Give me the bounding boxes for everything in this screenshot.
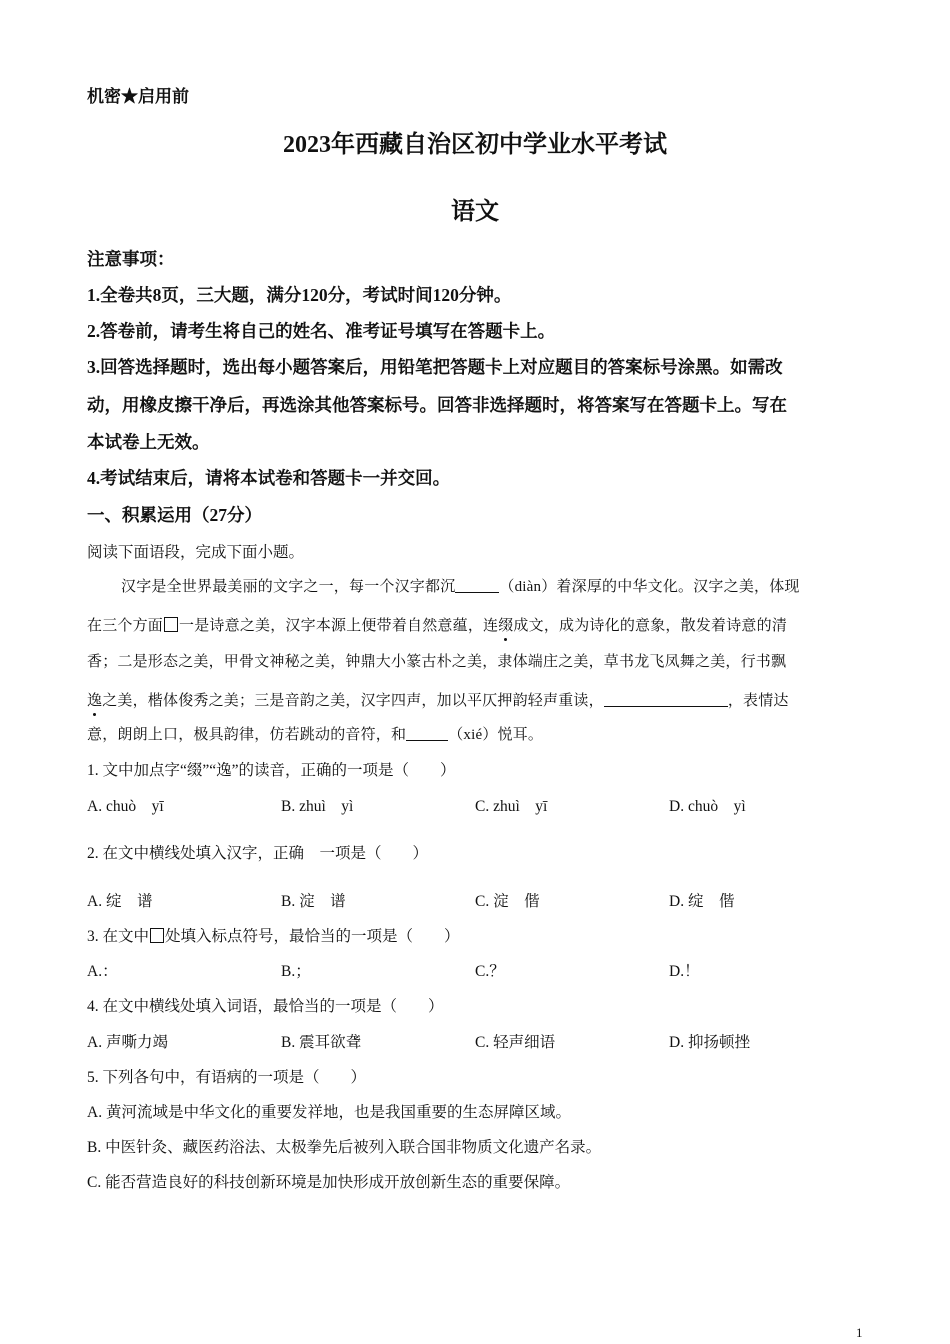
passage-text: 之美，楷体俊秀之美；三是音韵之美，汉字四声，加以平仄押韵轻声重读， [102,693,604,709]
question-5-stem: 5. 下列各句中，有语病的一项是（ ） [87,1069,367,1086]
passage-line-2 [87,614,787,635]
question-4-option-b[interactable]: B. 震耳欲聋 [281,1034,362,1051]
subject-title: 语文 [451,199,499,225]
question-2-option-b[interactable]: B. 淀 谱 [281,893,346,910]
dotted-char-zhui: 缀 [498,618,514,634]
passage-text: （diàn）着深厚的中华文化。汉字之美，体现 [499,579,800,595]
question-1-option-a[interactable]: A. chuò yī [87,798,164,815]
passage-line-3 [87,650,786,671]
question-5-option-c[interactable]: C. 能否营造良好的科技创新环境是加快形成开放创新生态的重要保障。 [87,1174,571,1191]
passage-text: 成文，成为诗化的意象，散发着诗意的清 [513,618,788,634]
note-item-2: 2.答卷前，请考生将自己的姓名、准考证号填写在答题卡上。 [87,321,556,341]
question-2-option-a[interactable]: A. 绽 谱 [87,893,153,910]
exam-title: 2023年西藏自治区初中学业水平考试 [283,132,667,158]
fill-blank-long [604,692,728,707]
question-1-stem: 1. 文中加点字“缀”“逸”的读音，正确的一项是（ ） [87,762,456,779]
passage-text: ，表情达 [727,693,789,709]
note-item-1: 1.全卷共8页，三大题，满分120分，考试时间120分钟。 [87,285,512,305]
question-3-option-b[interactable]: B.； [281,963,311,980]
question-4-stem: 4. 在文中横线处填入词语，最恰当的一项是（ ） [87,998,444,1015]
question-5-option-a[interactable]: A. 黄河流域是中华文化的重要发祥地，也是我国重要的生态屏障区域。 [87,1104,571,1121]
question-4-option-d[interactable]: D. 抑扬顿挫 [669,1034,750,1051]
note-item-3-line-2: 动，用橡皮擦干净后，再选涂其他答案标号。回答非选择题时，将答案写在答题卡上。写在 [87,395,787,415]
question-4-option-a[interactable]: A. 声嘶力竭 [87,1034,168,1051]
confidential-label: 机密★启用前 [87,87,189,106]
passage-text: 香；二是形态之美，甲骨文神秘之美，钟鼎大小篆古朴之美，隶体端庄之美，草书龙飞凤舞之美，行书飘 [87,654,787,670]
fill-blank [455,578,499,593]
question-1-option-b[interactable]: B. zhuì yì [281,798,354,815]
passage-line-5 [87,723,543,744]
passage-text: 意，朗朗上口，极具韵律，仿若跳动的音符，和 [87,727,407,743]
question-1-option-d[interactable]: D. chuò yì [669,798,746,815]
question-2-option-c[interactable]: C. 淀 偕 [475,893,540,910]
punctuation-box [150,928,164,943]
question-4-option-c[interactable]: C. 轻声细语 [475,1034,556,1051]
fill-blank [406,726,448,741]
question-3-option-a[interactable]: A.： [87,963,118,980]
note-item-3-line-3: 本试卷上无效。 [87,432,210,452]
question-1-option-c[interactable]: C. zhuì yī [475,798,548,815]
question-3-stem-b: 处填入标点符号，最恰当的一项是（ ） [165,928,460,945]
question-5-option-b[interactable]: B. 中医针灸、藏医药浴法、太极拳先后被列入联合国非物质文化遗产名录。 [87,1139,602,1156]
passage-text: （xié）悦耳。 [448,727,544,743]
punctuation-box [164,617,178,632]
passage-line-4 [87,689,789,710]
question-3-option-c[interactable]: C.？ [475,963,505,980]
page-number: 1 [856,1325,863,1340]
question-3-option-d[interactable]: D.！ [669,963,700,980]
note-item-3-line-1: 3.回答选择题时，选出每小题答案后，用铅笔把答题卡上对应题目的答案标号涂黑。如需改 [87,357,783,377]
question-3-stem-a: 3. 在文中 [87,928,150,945]
passage-text: 汉字是全世界最美丽的文字之一，每一个汉字都沉 [121,579,456,595]
passage-text: 一是诗意之美，汉字本源上便带着自然意蕴，连 [179,618,499,634]
passage-text: 在三个方面 [87,618,164,634]
section-heading: 一、积累运用（27分） [87,505,262,525]
question-3-stem [87,924,460,946]
reading-instruction: 阅读下面语段，完成下面小题。 [87,544,305,561]
notes-heading: 注意事项： [87,249,175,269]
dotted-char-yi: 逸 [87,693,103,709]
passage-line-1 [121,575,800,596]
note-item-4: 4.考试结束后，请将本试卷和答题卡一并交回。 [87,468,451,488]
question-2-option-d[interactable]: D. 绽 偕 [669,893,735,910]
question-2-stem: 2. 在文中横线处填入汉字，正确 一项是（ ） [87,845,429,862]
